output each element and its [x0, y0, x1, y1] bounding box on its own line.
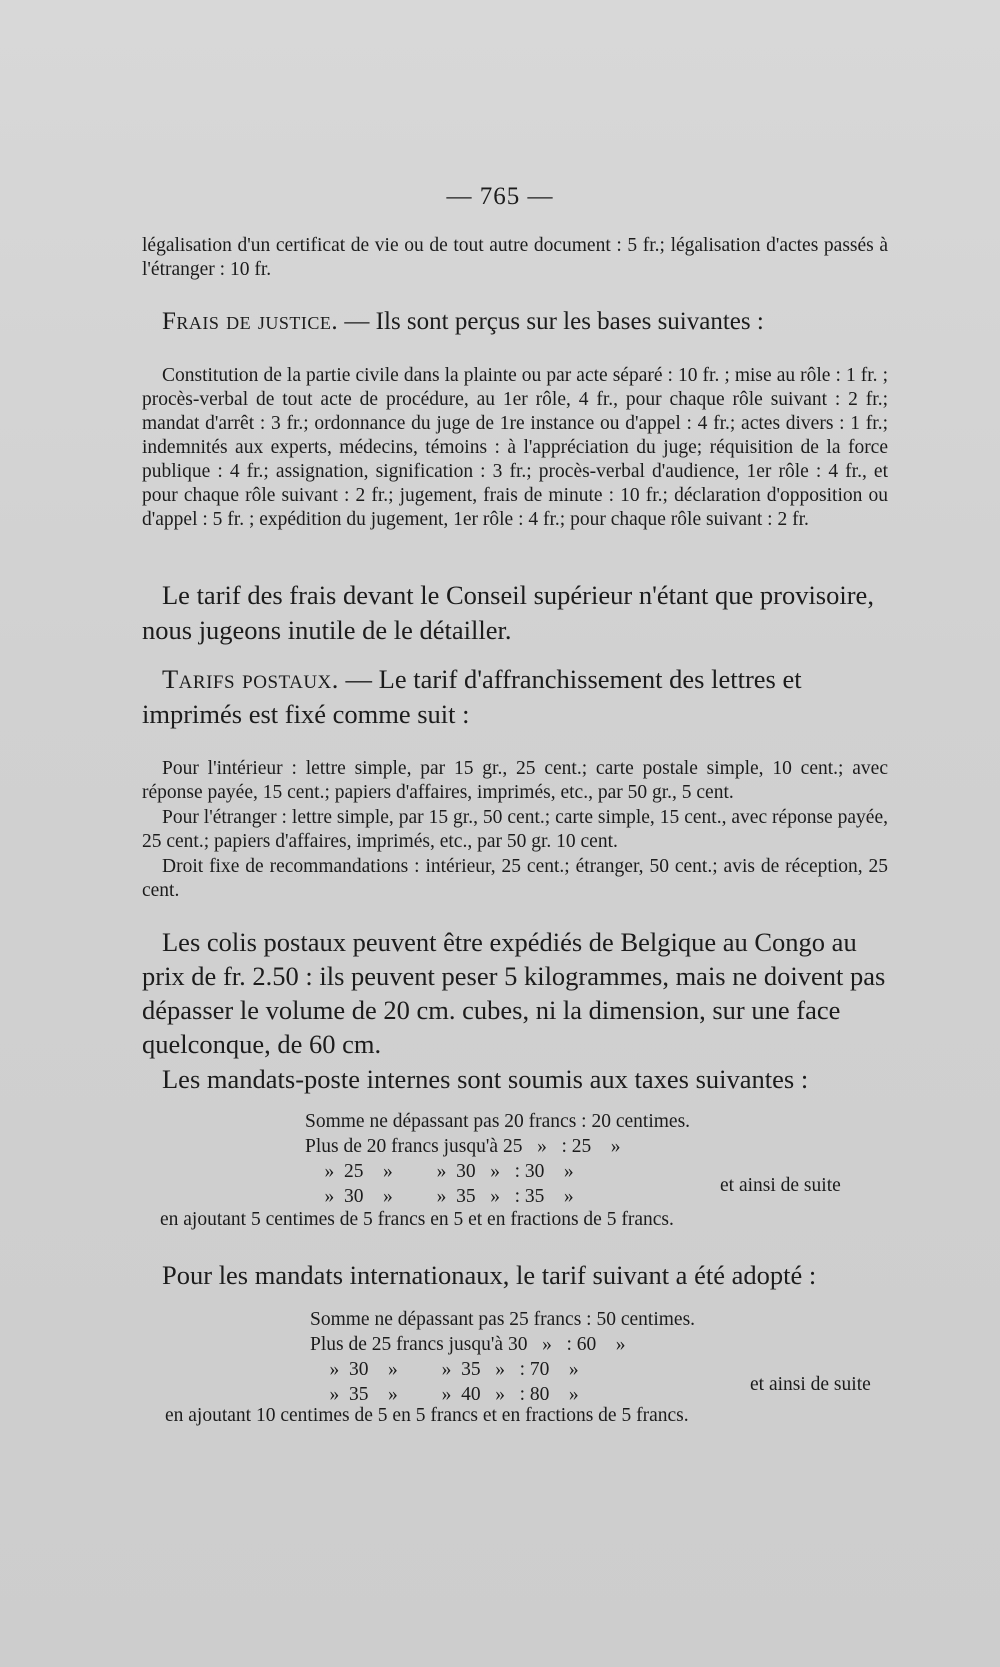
- table-row: » 30 » » 35 » : 35 »: [305, 1186, 574, 1207]
- paragraph-text: Pour les mandats internationaux, le tarif suivant a été adopté :: [162, 1260, 817, 1290]
- table-row: » 25 » » 30 » : 30 »: [305, 1161, 574, 1182]
- paragraph-text: légalisation d'un certificat de vie ou de tout autre document : 5 fr.; légalisation d'actes passés à l'étranger : 10 fr.: [142, 235, 888, 280]
- paragraph-tarif-conseil: [142, 578, 888, 648]
- page-number: — 765 —: [446, 183, 554, 210]
- paragraph-legalisation: [142, 234, 888, 282]
- paragraph-mandats-internes: [142, 1062, 888, 1097]
- paragraph-colis: [142, 925, 888, 1061]
- section-tarifs-postaux: [142, 662, 888, 732]
- table-row: Somme ne dépassant pas 25 francs : 50 centimes.: [310, 1309, 696, 1330]
- paragraph-text: Les mandats-poste internes sont soumis aux taxes suivantes :: [162, 1064, 809, 1094]
- paragraph-mandats-internationaux: [142, 1258, 888, 1293]
- table-continuation: en ajoutant 10 centimes de 5 en 5 francs et en fractions de 5 francs.: [165, 1405, 689, 1426]
- section-heading: Frais de justice.: [162, 308, 339, 335]
- paragraph-etranger: [142, 806, 888, 854]
- table-suite-note: et ainsi de suite: [750, 1374, 871, 1395]
- paragraph-text: Les colis postaux peuvent être expédiés de Belgique au Congo au prix de fr. 2.50 : ils peuvent peser 5 kilogrammes, mais ne doivent pas dépasser le volume de 20 cm. cubes, ni la dimension, sur une face quelconque, de 60 cm.: [142, 927, 886, 1059]
- paragraph-constitution: [142, 364, 888, 532]
- section-frais-de-justice: [142, 304, 888, 339]
- paragraph-droit-fixe: [142, 855, 888, 903]
- table-continuation: en ajoutant 5 centimes de 5 francs en 5 et en fractions de 5 francs.: [160, 1209, 674, 1230]
- table-row: Somme ne dépassant pas 20 francs : 20 centimes.: [305, 1111, 691, 1132]
- paragraph-text: Constitution de la partie civile dans la plainte ou par acte séparé : 10 fr. ; mise au rôle : 1 fr. ; procès-verbal de tout acte de procédure, au 1er rôle, 4 fr., pour chaque rôle suivant : 2 fr.; mandat d'arrêt : 3 fr.; ordonnance du juge de 1re instance ou d'appel : 4 fr.; actes divers : 1 fr.; indemnités aux experts, médecins, témoins : à l'appréciation du juge; réquisition de la force publique : 4 fr.; assignation, signification : 3 fr.; procès-verbal d'audience, 1er rôle : 4 fr., et pour chaque rôle suivant : 2 fr.; jugement, frais de minute : 10 fr.; déclaration d'opposition ou d'appel : 5 fr. ; expédition du jugement, 1er rôle : 4 fr.; pour chaque rôle suivant : 2 fr.: [142, 365, 888, 530]
- section-lead: — Le tarif d'affranchissement des lettres et imprimés est fixé comme suit :: [142, 664, 802, 729]
- section-lead: — Ils sont perçus sur les bases suivantes :: [338, 308, 764, 335]
- table-suite-note: et ainsi de suite: [720, 1175, 841, 1196]
- paragraph-text: Pour l'intérieur : lettre simple, par 15 gr., 25 cent.; carte postale simple, 10 cent.; avec réponse payée, 15 cent.; papiers d'affaires, imprimés, etc., par 50 gr., 5 cent.: [142, 758, 888, 803]
- section-heading: Tarifs postaux.: [162, 664, 339, 694]
- table-row: Plus de 25 francs jusqu'à 30 » : 60 »: [310, 1334, 626, 1355]
- paragraph-text: Pour l'étranger : lettre simple, par 15 gr., 50 cent.; carte simple, 15 cent., avec réponse payée, 25 cent.; papiers d'affaires, imprimés, etc., par 50 gr. 10 cent.: [142, 807, 888, 852]
- paragraph-text: Le tarif des frais devant le Conseil supérieur n'étant que provisoire, nous jugeons inutile de le détailler.: [142, 580, 874, 645]
- table-row: Plus de 20 francs jusqu'à 25 » : 25 »: [305, 1136, 621, 1157]
- paragraph-interieur: [142, 757, 888, 805]
- paragraph-text: Droit fixe de recommandations : intérieur, 25 cent.; étranger, 50 cent.; avis de réception, 25 cent.: [142, 856, 888, 901]
- table-row: » 30 » » 35 » : 70 »: [310, 1359, 579, 1380]
- table-row: » 35 » » 40 » : 80 »: [310, 1384, 579, 1405]
